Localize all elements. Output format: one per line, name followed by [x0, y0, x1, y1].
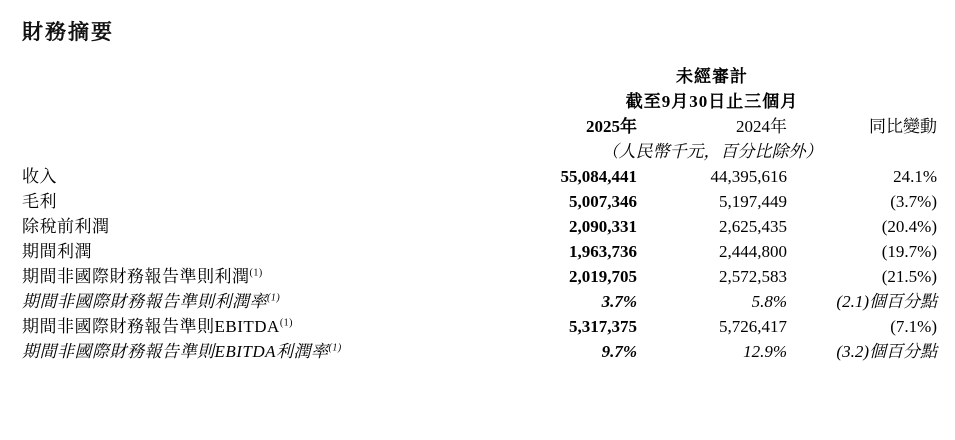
table-row [22, 212, 937, 237]
header-year-current: 2025年 [586, 117, 637, 136]
row-value-current: 2,019,705 [569, 267, 637, 286]
table-header [22, 62, 937, 162]
row-label-text: 毛利 [22, 192, 57, 211]
row-label [22, 312, 487, 337]
row-label [22, 212, 487, 237]
row-value-previous: 44,395,616 [710, 167, 787, 186]
header-row-unit [22, 137, 937, 162]
row-value-current: 5,007,346 [569, 192, 637, 211]
row-value-previous: 5,197,449 [719, 192, 787, 211]
row-label-text: 除稅前利潤 [22, 217, 110, 236]
table-row [22, 287, 937, 312]
header-blank-2 [22, 87, 487, 112]
row-value-change: (3.2)個百分點 [836, 342, 937, 361]
row-value-change: (20.4%) [881, 217, 937, 236]
row-value-current: 5,317,375 [569, 317, 637, 336]
row-value-previous: 2,444,800 [719, 242, 787, 261]
row-label-text: 期間非國際財務報告準則EBITDA [22, 317, 280, 336]
table-body [22, 162, 937, 362]
row-label-text: 收入 [22, 167, 57, 186]
row-label [22, 237, 487, 262]
header-blank-1 [22, 62, 487, 87]
header-period: 截至9月30日止三個月 [625, 92, 799, 111]
row-label-footnote-marker: (1) [279, 317, 293, 329]
table-row [22, 262, 937, 287]
row-label-text: 期間非國際財務報告準則利潤 [22, 267, 250, 286]
row-label [22, 262, 487, 287]
row-value-previous: 2,572,583 [719, 267, 787, 286]
row-value-change: (2.1)個百分點 [836, 292, 937, 311]
row-label-footnote-marker: (1) [328, 342, 342, 354]
row-label-footnote-marker: (1) [249, 267, 263, 279]
header-change-label: 同比變動 [869, 117, 937, 136]
row-label [22, 162, 487, 187]
row-value-previous: 5.8% [751, 292, 787, 311]
header-row-unaudited [22, 62, 937, 87]
row-value-current: 9.7% [601, 342, 637, 361]
row-value-change: (21.5%) [881, 267, 937, 286]
row-value-current: 3.7% [601, 292, 637, 311]
table-row [22, 237, 937, 262]
row-value-current: 2,090,331 [569, 217, 637, 236]
header-blank-3 [22, 112, 487, 137]
row-value-current: 1,963,736 [569, 242, 637, 261]
financial-summary-table [22, 62, 937, 362]
row-label [22, 337, 487, 362]
row-label [22, 187, 487, 212]
row-value-change: 24.1% [893, 167, 937, 186]
header-row-years [22, 112, 937, 137]
table-row [22, 337, 937, 362]
row-label-footnote-marker: (1) [267, 292, 281, 304]
row-value-change: (3.7%) [890, 192, 937, 211]
row-value-change: (7.1%) [890, 317, 937, 336]
row-value-current: 55,084,441 [560, 167, 637, 186]
row-value-change: (19.7%) [881, 242, 937, 261]
header-row-period [22, 87, 937, 112]
table-row [22, 312, 937, 337]
row-label-text: 期間非國際財務報告準則利潤率 [22, 292, 267, 311]
header-blank-4 [22, 137, 487, 162]
row-label-text: 期間利潤 [22, 242, 92, 261]
row-value-previous: 5,726,417 [719, 317, 787, 336]
page-title: 財務摘要 [22, 21, 114, 44]
table-row [22, 187, 937, 212]
row-label [22, 287, 487, 312]
header-unit-note: （人民幣千元，百分比除外） [601, 142, 823, 161]
row-value-previous: 12.9% [743, 342, 787, 361]
header-unaudited: 未經審計 [676, 67, 748, 86]
header-year-previous: 2024年 [736, 117, 787, 136]
table-row [22, 162, 937, 187]
row-value-previous: 2,625,435 [719, 217, 787, 236]
row-label-text: 期間非國際財務報告準則EBITDA利潤率 [22, 342, 329, 361]
